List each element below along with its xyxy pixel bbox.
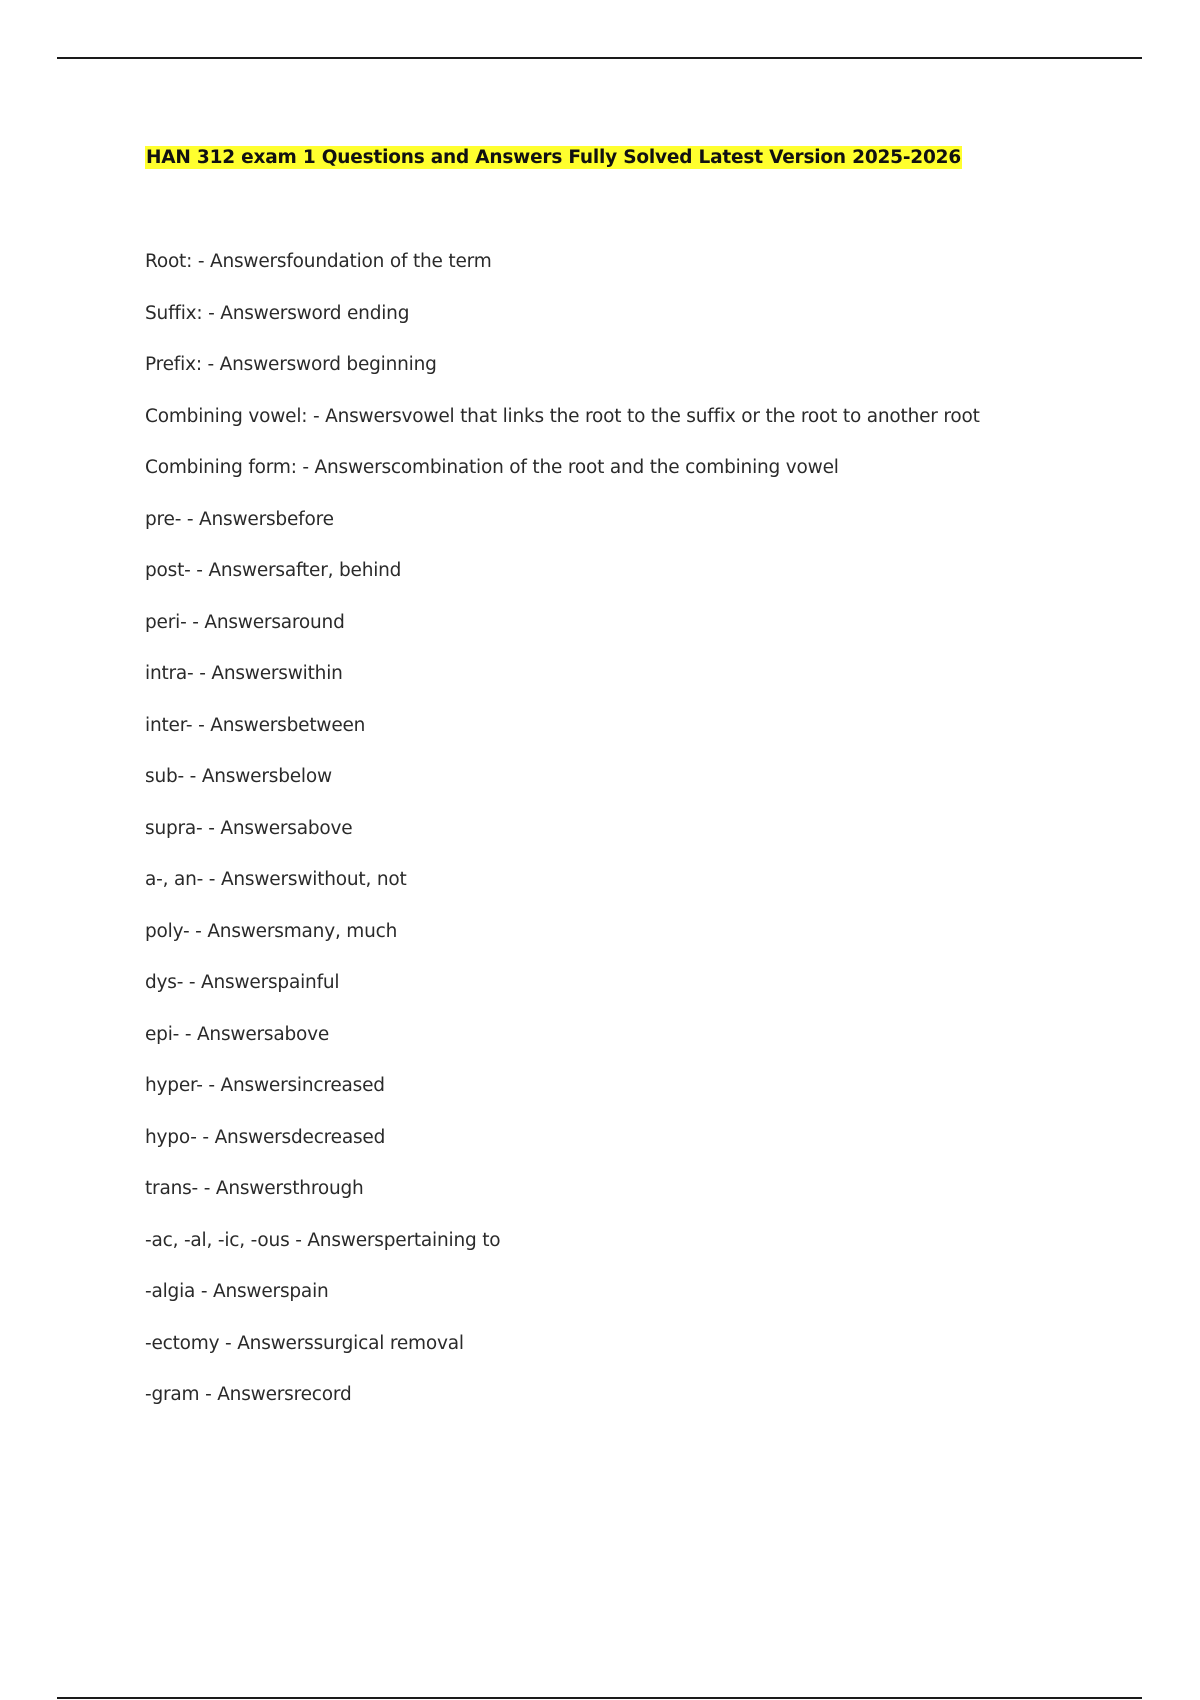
qa-item: supra- - Answersabove: [145, 817, 353, 839]
qa-item: sub- - Answersbelow: [145, 766, 332, 787]
title-highlight: HAN 312 exam 1 Questions and Answers Fully Solved Latest Version 2025-2026: [146, 147, 961, 168]
document-title: [145, 145, 962, 171]
qa-item: Prefix: - Answersword beginning: [145, 354, 437, 375]
qa-item: -ectomy - Answerssurgical removal: [145, 1332, 464, 1354]
footer-rule: [57, 1697, 1142, 1699]
qa-item: poly- - Answersmany, much: [145, 920, 398, 942]
header-rule: [57, 57, 1142, 59]
qa-item: intra- - Answerswithin: [145, 663, 343, 684]
qa-item: Root: - Answersfoundation of the term: [145, 251, 492, 272]
qa-item: Suffix: - Answersword ending: [145, 302, 410, 324]
qa-item: inter- - Answersbetween: [145, 714, 366, 736]
qa-item: dys- - Answerspainful: [145, 972, 340, 993]
qa-item: a-, an- - Answerswithout, not: [145, 869, 407, 890]
qa-item: Combining form: - Answerscombination of the root and the combining vowel: [145, 457, 839, 478]
qa-item: -algia - Answerspain: [145, 1281, 329, 1302]
qa-item: -ac, -al, -ic, -ous - Answerspertaining to: [145, 1229, 501, 1251]
qa-item: trans- - Answersthrough: [145, 1178, 364, 1199]
qa-item: peri- - Answersaround: [145, 611, 345, 633]
qa-item: epi- - Answersabove: [145, 1023, 330, 1045]
qa-item: hyper- - Answersincreased: [145, 1075, 385, 1096]
qa-item: pre- - Answersbefore: [145, 508, 334, 530]
qa-item: -gram - Answersrecord: [145, 1384, 352, 1405]
qa-item: hypo- - Answersdecreased: [145, 1126, 386, 1148]
qa-item: post- - Answersafter, behind: [145, 560, 402, 581]
qa-item: Combining vowel: - Answersvowel that links the root to the suffix or the root to another root: [145, 405, 980, 427]
qa-list: [145, 247, 980, 1432]
